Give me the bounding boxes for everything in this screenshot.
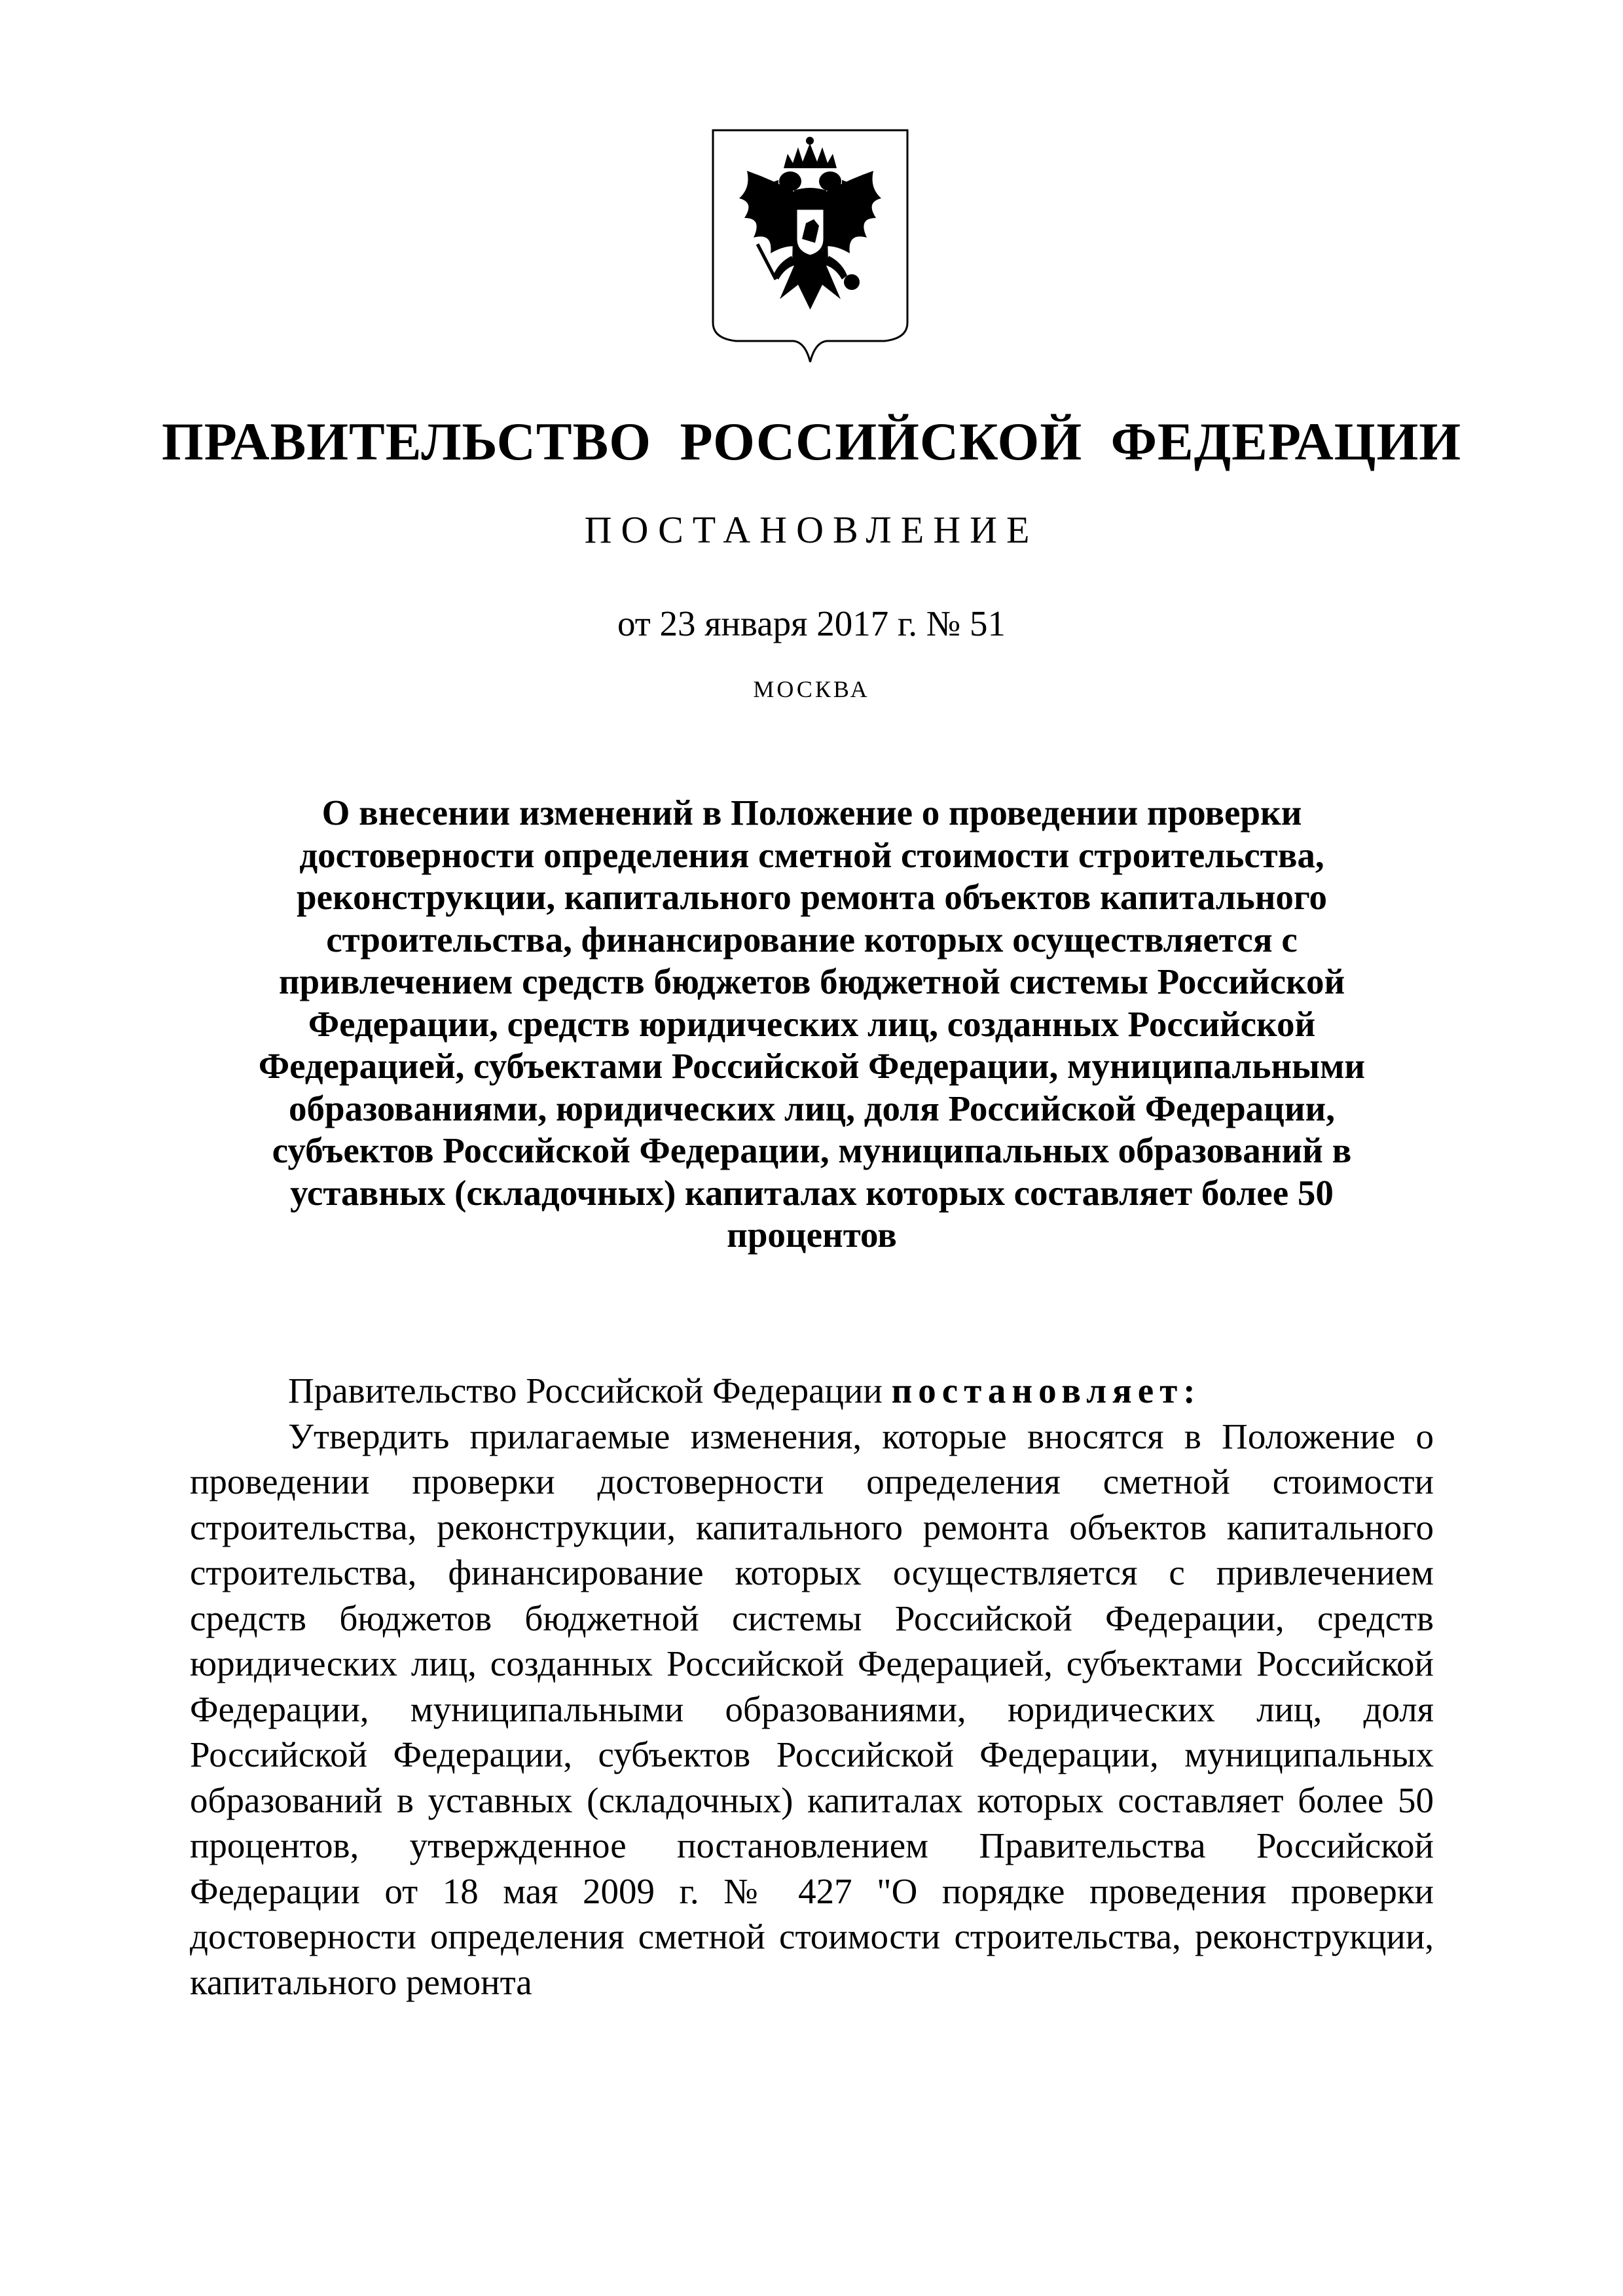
russian-coat-of-arms-icon [710, 128, 910, 365]
document-heading: О внесении изменений в Положение о проведении проверки достоверности определения сметной стоимости строительства, реконструкции, капитального ремонта объектов капитального строительства, финансирование которых осуществляется с привлечением средств бюджетов бюджетной системы Российской Федерации, средств юридических лиц, созданных Российской Федерацией, субъектами Российской Федерации, муниципальными образованиями, юридических лиц, доля Российской Федерации, субъектов Российской Федерации, муниципальных образований в уставных (складочных) капиталах которых составляет более 50 процентов [258, 793, 1366, 1255]
document-city: МОСКВА [753, 676, 870, 702]
document-date-number: от 23 января 2017 г. № 51 [617, 603, 1006, 643]
preamble-paragraph [190, 1368, 1434, 1414]
government-title: ПРАВИТЕЛЬСТВО РОССИЙСКОЙ ФЕДЕРАЦИИ [161, 412, 1462, 471]
preamble-text: Правительство Российской Федерации [288, 1371, 892, 1410]
main-paragraph: Утвердить прилагаемые изменения, которые вносятся в Положение о проведении проверки достоверности определения сметной стоимости строительства, реконструкции, капитального ремонта объектов капитального строительства, финансирование которых осуществляется с привлечением средств бюджетов бюджетной системы Российской Федерации, средств юридических лиц, созданных Российской Федерацией, субъектами Российской Федерации, муниципальными образованиями, юридических лиц, доля Российской Федерации, субъектов Российской Федерации, муниципальных образований в уставных (складочных) капиталах которых составляет более 50 процентов, утвержденное постановлением Правительства Российской Федерации от 18 мая 2009 г. № 427 "О порядке проведения проверки достоверности определения сметной стоимости строительства, реконструкции, капитального ремонта [190, 1416, 1434, 2002]
decrees-word: постановляет: [891, 1371, 1201, 1410]
document-body [190, 1368, 1434, 2005]
document-type: ПОСТАНОВЛЕНИЕ [584, 509, 1039, 551]
